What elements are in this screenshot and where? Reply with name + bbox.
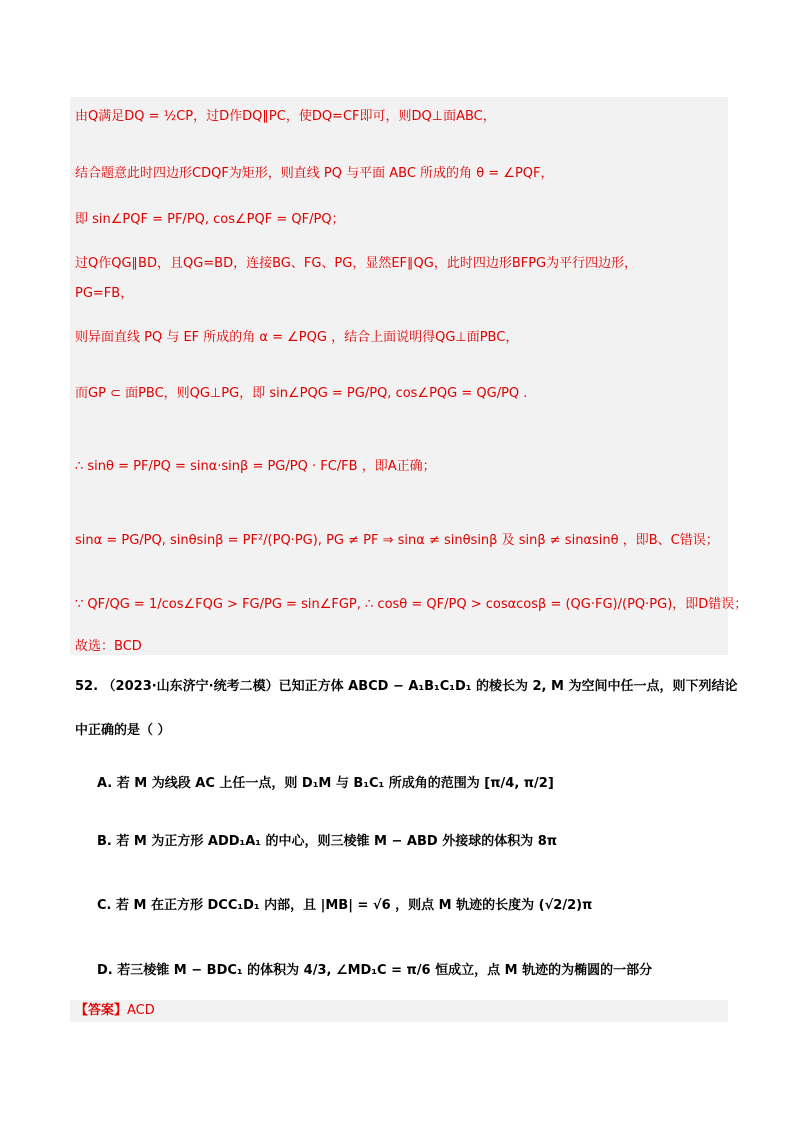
option-c: C. 若 M 在正方形 DCC₁D₁ 内部，且 |MB| = √6 ，则点 M 轨迹的长度为 (√2/2)π bbox=[97, 898, 593, 913]
solution-line-1: 由Q满足DQ = ½CP，过D作DQ∥PC，使DQ=CF即可，则DQ⊥面ABC， bbox=[75, 109, 496, 124]
answer-panel bbox=[70, 1000, 728, 1022]
solution-line-11: 故选：BCD bbox=[75, 639, 142, 654]
answer-bracket: 【答案】 bbox=[75, 1003, 128, 1018]
question-stem: 52. （2023·山东济宁·统考二模）已知正方体 ABCD − A₁B₁C₁D₁ 的棱长为 2, M 为空间中任一点，则下列结论 bbox=[75, 679, 738, 694]
answer-line bbox=[75, 1002, 155, 1020]
solution-line-6: 则异面直线 PQ 与 EF 所成的角 α = ∠PQG ，结合上面说明得QG⊥面PBC， bbox=[75, 330, 519, 345]
question-stem-continued: 中正确的是（ ） bbox=[75, 723, 171, 738]
solution-line-5: PG=FB， bbox=[75, 286, 134, 301]
option-d: D. 若三棱锥 M − BDC₁ 的体积为 4/3, ∠MD₁C = π/6 恒成立，点 M 轨迹的为椭圆的一部分 bbox=[97, 963, 653, 978]
solution-line-10: ∵ QF/QG = 1/cos∠FQG > FG/PG = sin∠FGP, ∴ cosθ = QF/PQ > cosαcosβ = (QG·FG)/(PQ·PG)，即D错误； bbox=[75, 597, 748, 612]
solution-line-8: ∴ sinθ = PF/PQ = sinα·sinβ = PG/PQ · FC/FB ，即A正确； bbox=[75, 459, 436, 474]
answer-value: ACD bbox=[127, 1003, 155, 1018]
solution-line-3: 即 sin∠PQF = PF/PQ, cos∠PQF = QF/PQ； bbox=[75, 212, 345, 227]
solution-line-2: 结合题意此时四边形CDQF为矩形，则直线 PQ 与平面 ABC 所成的角 θ = ∠PQF， bbox=[75, 166, 554, 181]
option-b: B. 若 M 为正方形 ADD₁A₁ 的中心，则三棱锥 M − ABD 外接球的体积为 8π bbox=[97, 834, 558, 849]
option-a: A. 若 M 为线段 AC 上任一点，则 D₁M 与 B₁C₁ 所成角的范围为 [π/4, π/2] bbox=[97, 776, 554, 791]
solution-line-4: 过Q作QG∥BD，且QG=BD，连接BG、FG、PG，显然EF∥QG，此时四边形BFPG为平行四边形， bbox=[75, 256, 638, 271]
solution-line-7: 而GP ⊂ 面PBC，则QG⊥PG，即 sin∠PQG = PG/PQ, cos∠PQG = QG/PQ . bbox=[75, 386, 528, 401]
solution-line-9: sinα = PG/PQ, sinθsinβ = PF²/(PQ·PG), PG ≠ PF ⇒ sinα ≠ sinθsinβ 及 sinβ ≠ sinαsinθ ，即B、C错误； bbox=[75, 533, 719, 548]
